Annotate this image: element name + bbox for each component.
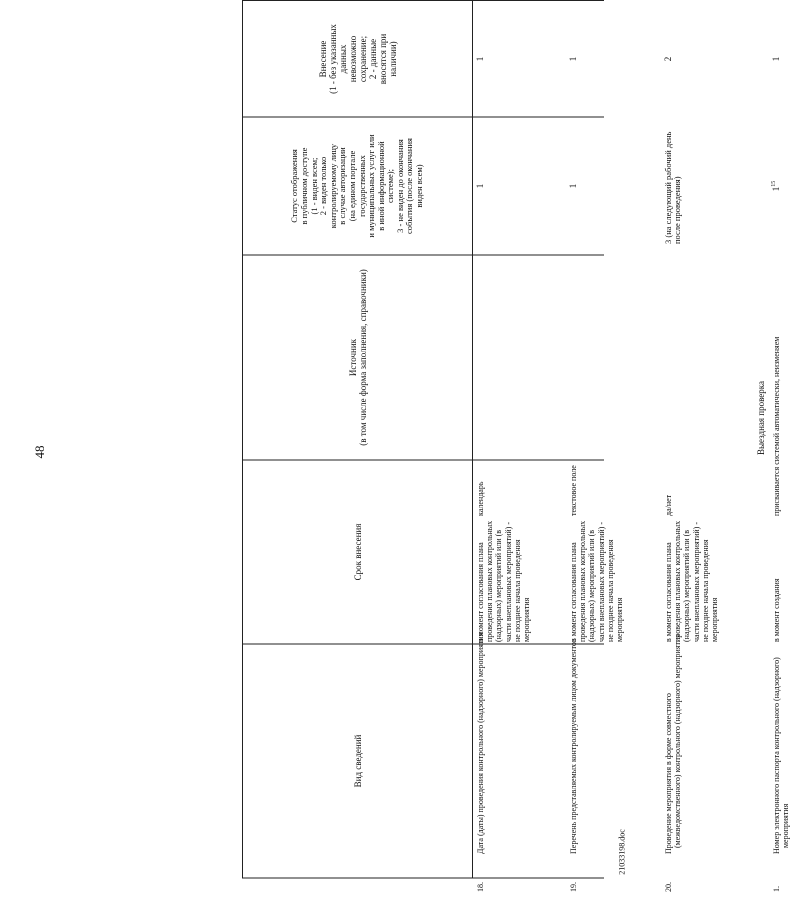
row-number: 20. [664, 882, 673, 892]
table-row-18-kind [476, 624, 566, 892]
table-row-19-deadline: в момент согласования плана проведения плановых контрольных (надзорных) мероприятий или (в части внеплановых мероприятий) - не позднее начала проведения мероприятия [569, 520, 625, 642]
table-row-18-source: календарь [476, 481, 485, 516]
header-kind: Вид сведений [352, 734, 363, 788]
table-row-20-source: да/нет [664, 494, 673, 516]
row-kind-text: Номер электронного паспорта контрольного (надзорного) мероприятия [772, 657, 791, 854]
section-row-1-entry: 1 [771, 56, 781, 62]
table-row-18-deadline: в момент согласования плана проведения плановых контрольных (надзорных) мероприятий или (в части внеплановых мероприятий) - не позднее начала проведения мероприятия [476, 520, 532, 642]
header-status: Статус отображения в публичном доступе (1 - виден всем; 2 - виден только контролируемому лицу в случае авторизации (на едином портале государственных и муниципальных услуг или в иной информационной системе); 3 - не виден до окончания события (после окончания виден всем) [289, 134, 425, 238]
section-row-1-source: присваивается системой автоматически, неизменяем [772, 336, 781, 516]
row-kind-text: Дата (даты) проведения контрольного (надзорного) мероприятия [476, 632, 485, 854]
table-row-19-entry: 1 [568, 56, 578, 62]
table-row-20-entry: 2 [663, 56, 673, 62]
page-number: 48 [32, 445, 47, 459]
table-row-20-status: 3 (на следующий рабочий день после проведения) [663, 131, 683, 244]
section-row-1-deadline: в момент создания [772, 578, 781, 642]
section-title: Выездная проверка [756, 380, 766, 456]
row-number: 19. [569, 882, 578, 892]
table-row-18-status: 1 [475, 183, 485, 189]
table-row-20-deadline: в момент согласования плана проведения плановых контрольных (надзорных) мероприятий или (в части внеплановых мероприятий) - не позднее начала проведения мероприятия [664, 520, 720, 642]
table-row-18-entry: 1 [475, 56, 485, 62]
status-value: 1 [771, 186, 781, 192]
table-row-19-status: 1 [568, 183, 578, 189]
row-kind-text: Проведение мероприятия в форме совместного (межведомственного) контрольного (надзорного) мероприятия [664, 634, 683, 854]
section-row-1-kind [772, 624, 812, 892]
header-deadline: Срок внесения [352, 523, 363, 581]
row-number: 1. [772, 886, 781, 892]
header-entry: Внесение (1 - без указанных данных невозможно сохранение; 2 - данные вносятся при наличии) [317, 24, 398, 94]
header-source: Источник (в том числе форма заполнения, справочники) [347, 269, 368, 446]
row-kind-text: Перечень представляемых контролируемым лицом документов [569, 638, 578, 854]
table-row-19-source: текстовое поле [569, 465, 578, 516]
row-number: 18. [476, 882, 485, 892]
footnote-mark: 15 [771, 180, 777, 187]
table-row-20-kind [664, 624, 754, 892]
section-row-1-status [772, 119, 792, 253]
file-reference: 21033198.doc [617, 829, 627, 875]
table-row-19-kind [569, 624, 659, 892]
